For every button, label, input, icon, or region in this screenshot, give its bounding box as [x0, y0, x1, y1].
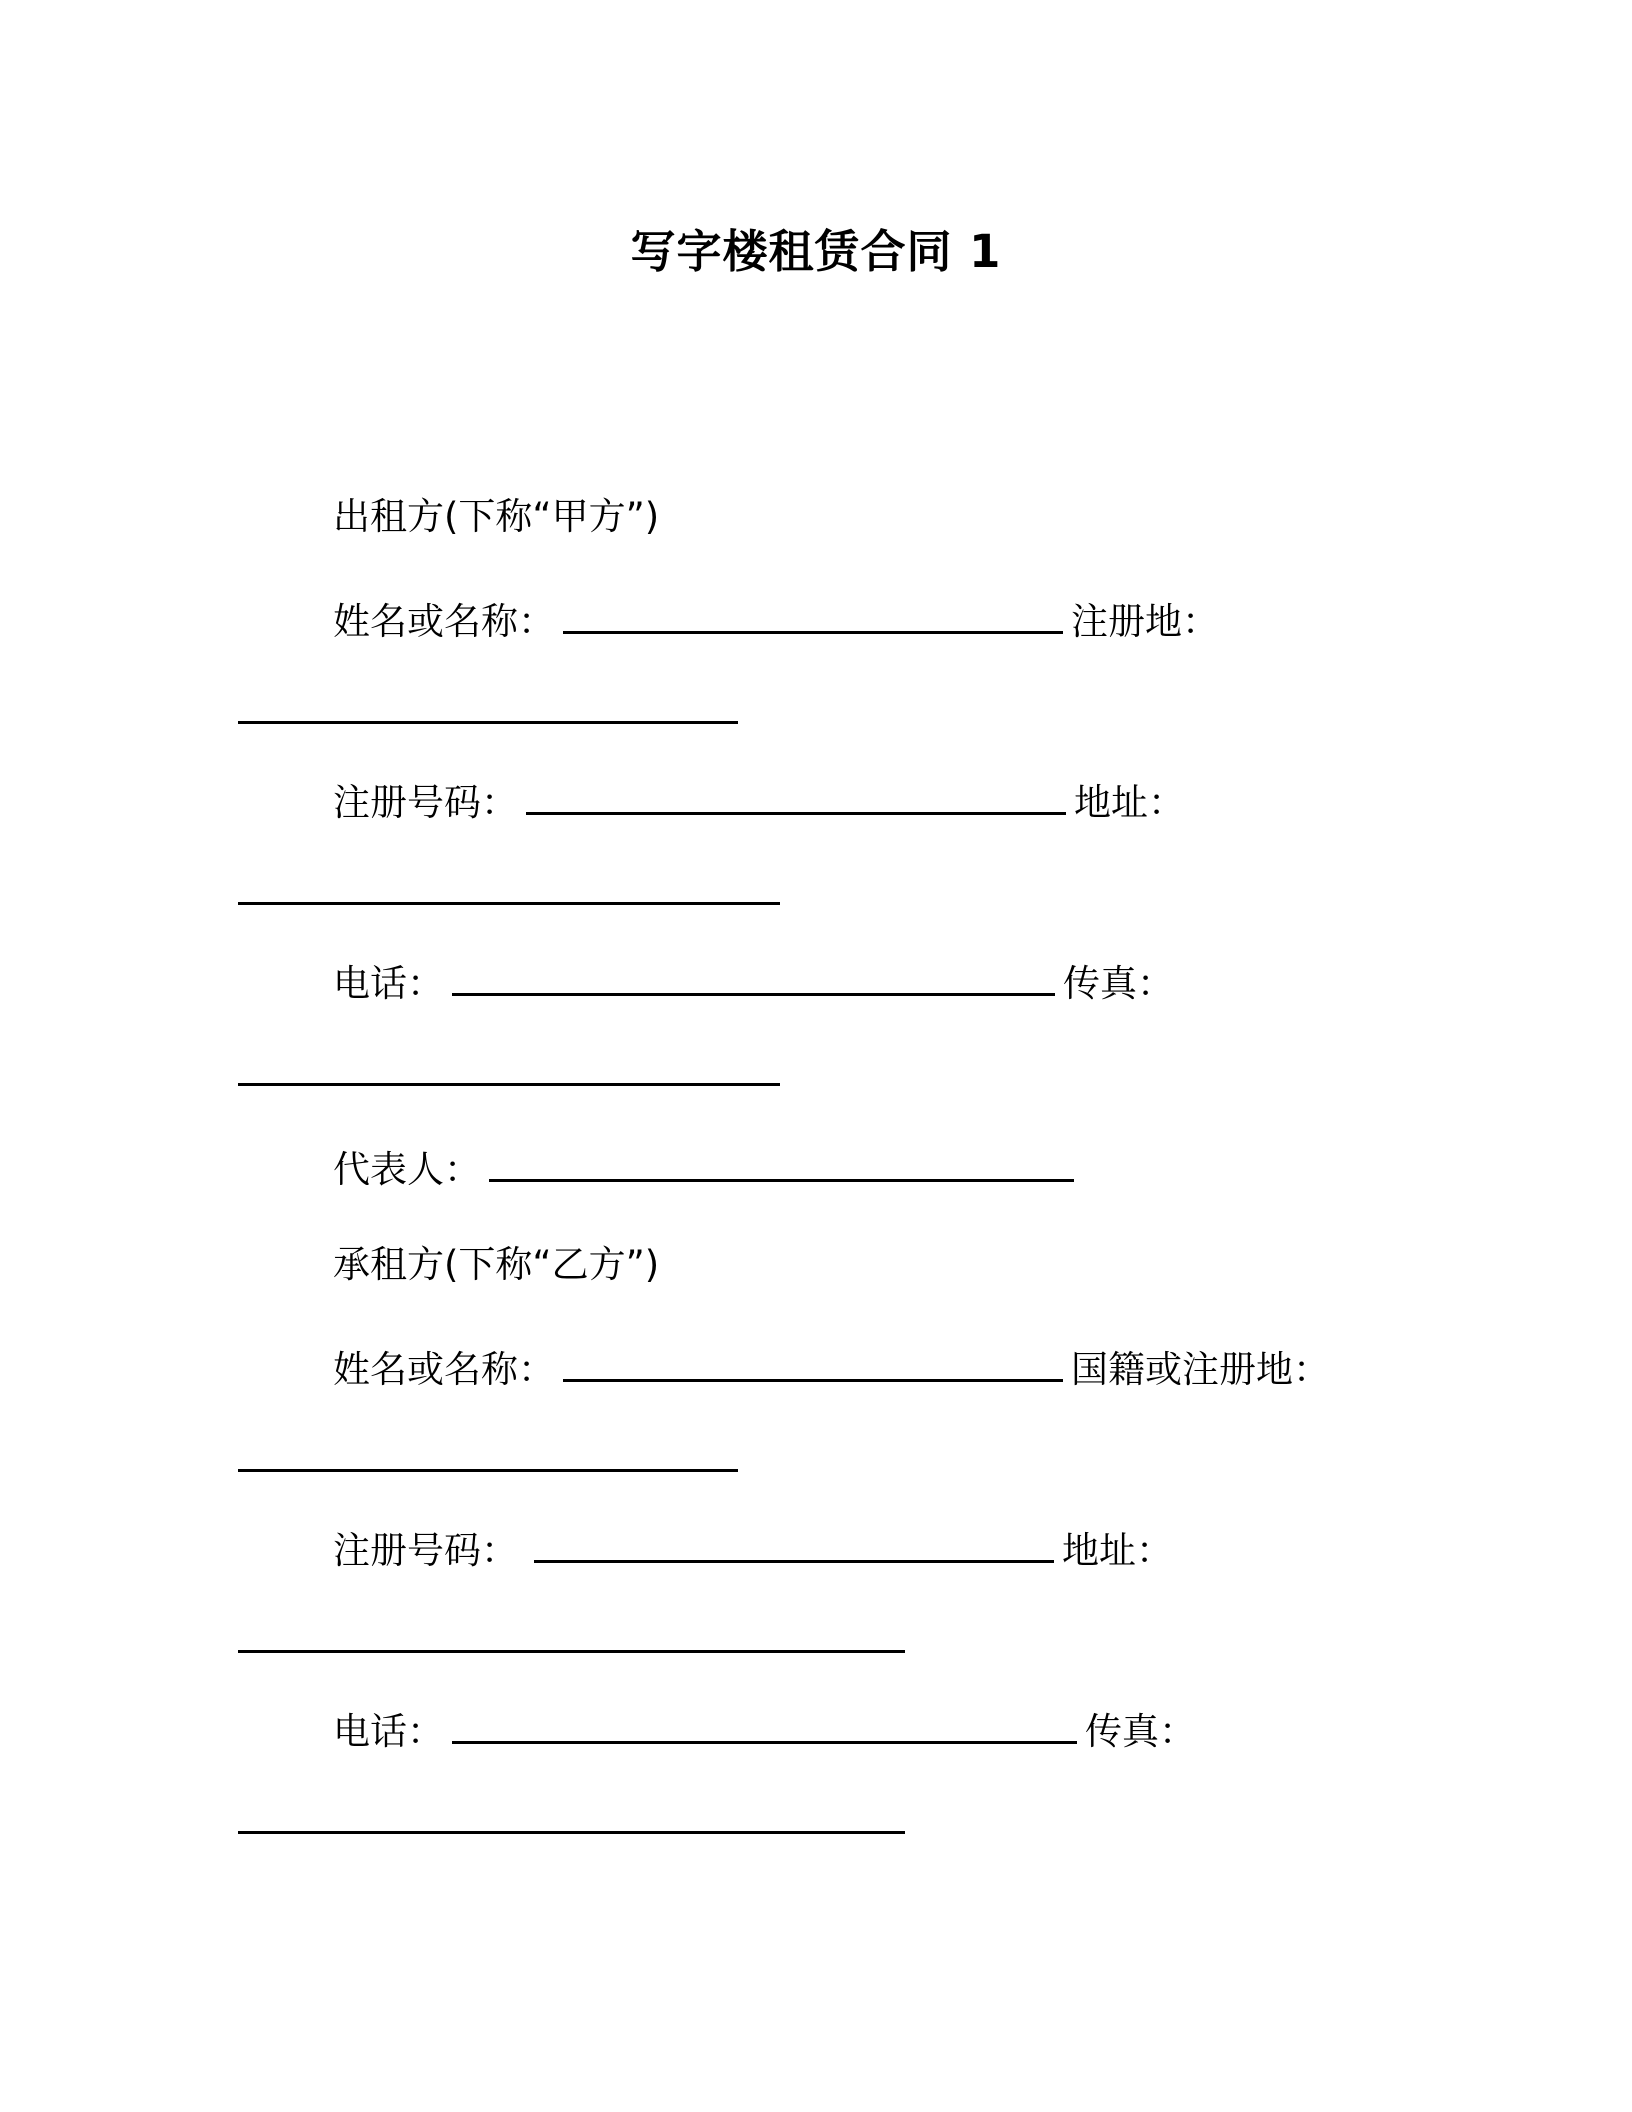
party-b-name-blank[interactable]	[563, 1343, 1063, 1382]
party-a-name-row	[333, 595, 1219, 647]
party-b-reg-no-blank[interactable]	[534, 1524, 1054, 1563]
party-b-address-label: 地址：	[1062, 1529, 1173, 1572]
party-a-reg-no-row	[333, 776, 1185, 828]
party-b-name-label: 姓名或名称：	[333, 1348, 555, 1391]
party-a-phone-label: 电话：	[333, 962, 444, 1005]
party-a-reg-place-row	[238, 685, 738, 737]
party-a-rep-row	[333, 1143, 1082, 1195]
party-a-rep-label: 代表人：	[333, 1148, 481, 1191]
party-b-address-blank[interactable]	[238, 1614, 905, 1653]
party-a-phone-row	[333, 957, 1174, 1009]
party-a-reg-no-label: 注册号码：	[333, 781, 518, 824]
party-b-nationality-row	[238, 1433, 738, 1485]
party-b-phone-label: 电话：	[333, 1710, 444, 1753]
document-title: 写字楼租赁合同 1	[630, 225, 1002, 278]
party-b-reg-no-label: 注册号码：	[333, 1529, 518, 1572]
party-a-name-label: 姓名或名称：	[333, 600, 555, 643]
party-b-name-row	[333, 1343, 1330, 1395]
party-a-address-label: 地址：	[1074, 781, 1185, 824]
party-a-fax-blank[interactable]	[238, 1047, 780, 1086]
party-b-fax-blank[interactable]	[238, 1795, 905, 1834]
party-b-phone-blank[interactable]	[452, 1705, 1077, 1744]
party-b-nationality-label: 国籍或注册地：	[1071, 1348, 1330, 1391]
party-b-fax-label: 传真：	[1085, 1710, 1196, 1753]
party-a-reg-place-label: 注册地：	[1071, 600, 1219, 643]
party-a-fax-row	[238, 1047, 780, 1099]
party-b-heading-text: 承租方(下称“乙方”)	[333, 1243, 660, 1286]
party-a-phone-blank[interactable]	[452, 957, 1055, 996]
party-b-address-row	[238, 1614, 905, 1666]
party-a-heading	[333, 492, 659, 542]
party-a-fax-label: 传真：	[1063, 962, 1174, 1005]
party-b-nationality-blank[interactable]	[238, 1433, 738, 1472]
party-b-heading	[333, 1240, 659, 1290]
party-a-name-blank[interactable]	[563, 595, 1063, 634]
party-a-rep-blank[interactable]	[489, 1143, 1074, 1182]
party-b-phone-row	[333, 1705, 1196, 1757]
party-a-address-row	[238, 866, 780, 918]
party-a-heading-text: 出租方(下称“甲方”)	[333, 495, 660, 538]
party-b-fax-row	[238, 1795, 905, 1847]
party-a-reg-no-blank[interactable]	[526, 776, 1066, 815]
party-a-reg-place-blank[interactable]	[238, 685, 738, 724]
party-b-reg-no-row	[333, 1524, 1173, 1576]
party-a-address-blank[interactable]	[238, 866, 780, 905]
